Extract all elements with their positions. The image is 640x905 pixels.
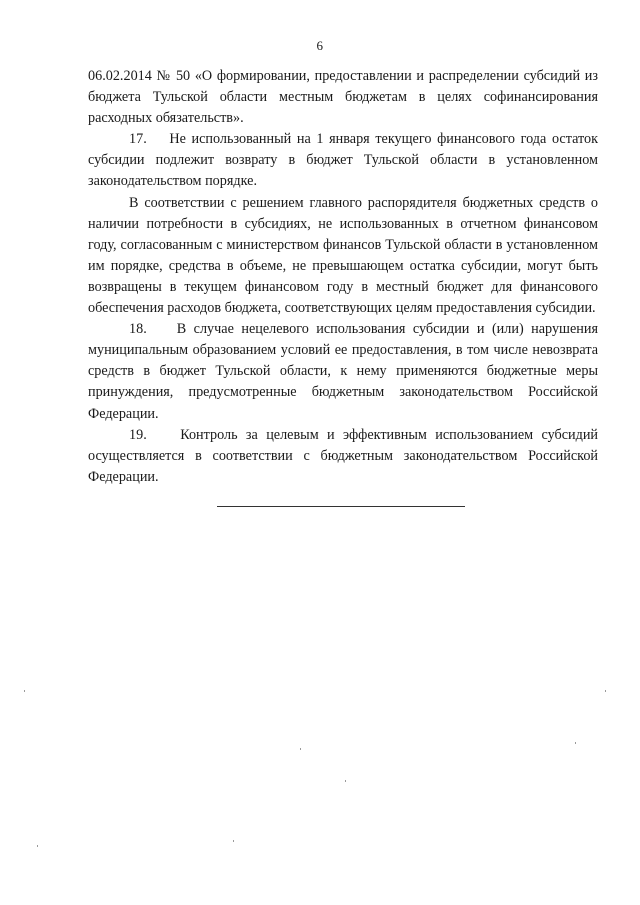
scan-speck <box>575 742 576 744</box>
paragraph-item-17-continued: В соответствии с решением главного распорядителя бюджетных средств о наличии потребности в субсидиях, не использованных в отчетном финансовом году, согласованным с министерством финансов Тульской области в установленном им порядке, средства в объеме, не превышающем остатка субсидии, могут быть возвращены в текущем финансовом году в местный бюджет для финансового обеспечения расходов бюджета, соответствующих целям предоставления субсидии. <box>88 194 598 317</box>
scan-speck <box>300 748 301 750</box>
paragraph-continuation: 06.02.2014 № 50 «О формировании, предоставлении и распределении субсидий из бюджета Тульской области местным бюджетам в целях софинансирования расходных обязательств». <box>88 68 598 127</box>
scan-speck <box>233 840 234 842</box>
paragraph-item-17: 17. Не использованный на 1 января текущего финансового года остаток субсидии подлежит возврату в бюджет Тульской области в установленном законодательством порядке. <box>88 131 598 190</box>
paragraph-item-19: 19. Контроль за целевым и эффективным использованием субсидий осуществляется в соответствии с бюджетным законодательством Российской Федерации. <box>88 426 598 485</box>
closing-divider-line <box>217 506 465 507</box>
document-body <box>88 66 598 488</box>
scan-speck <box>605 690 606 692</box>
scan-speck <box>37 845 38 847</box>
paragraph-item-18: 18. В случае нецелевого использования субсидии и (или) нарушения муниципальным образованием условий ее предоставления, в том числе невозврата средств в бюджет Тульской области, к нему применяются бюджетные меры принуждения, предусмотренные бюджетным законодательством Российской Федерации. <box>88 321 598 422</box>
scan-speck <box>345 780 346 782</box>
scan-speck <box>24 690 25 692</box>
page-number: 6 <box>316 38 324 53</box>
